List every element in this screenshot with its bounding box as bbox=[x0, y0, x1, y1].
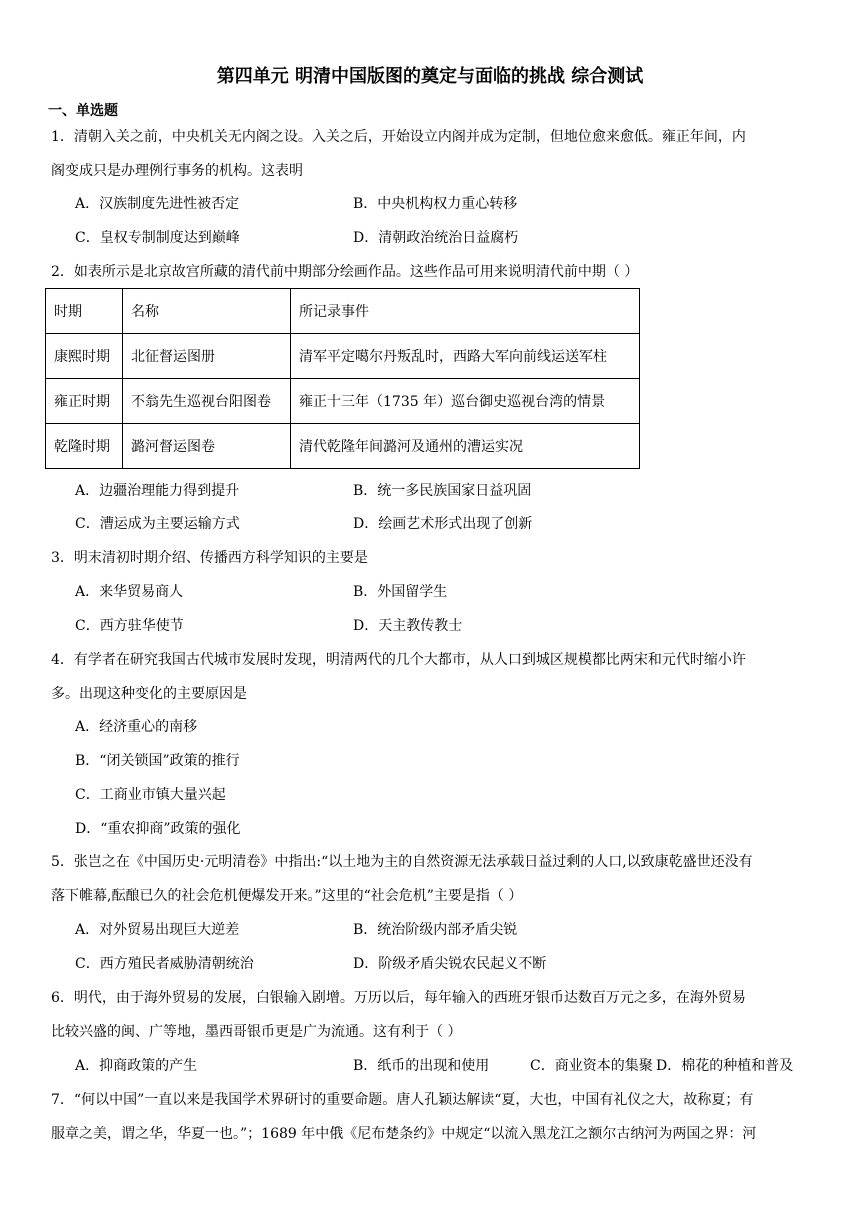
q2-option-c: C．漕运成为主要运输方式 bbox=[75, 516, 240, 532]
table-header-row bbox=[46, 289, 640, 334]
q5-option-b: B．统治阶级内部矛盾尖锐 bbox=[353, 922, 518, 938]
table-header-cell: 名称 bbox=[123, 289, 291, 334]
q4-option-c: C．工商业市镇大量兴起 bbox=[75, 787, 226, 803]
q5-stem-line-1: 5．张岂之在《中国历史·元明清卷》中指出:“以土地为主的自然资源无法承载日益过剩的人口,以致康乾盛世还没有 bbox=[51, 854, 753, 870]
q1-stem-line-2: 阁变成只是办理例行事务的机构。这表明 bbox=[51, 163, 303, 179]
q7-stem-line-2: 服章之美，谓之华，华夏一也。”；1689 年中俄《尼布楚条约》中规定“以流入黑龙江之额尔古纳河为两国之界：河 bbox=[51, 1126, 757, 1142]
q4-option-d: D．“重农抑商”政策的强化 bbox=[75, 821, 241, 837]
q6-option-a: A．抑商政策的产生 bbox=[75, 1058, 198, 1074]
table-row bbox=[46, 379, 640, 424]
q3-option-a: A．来华贸易商人 bbox=[75, 584, 184, 600]
q5-option-d: D．阶级矛盾尖锐农民起义不断 bbox=[353, 956, 547, 972]
page-title: 第四单元 明清中国版图的奠定与面临的挑战 综合测试 bbox=[216, 66, 644, 87]
q4-stem-line-2: 多。出现这种变化的主要原因是 bbox=[51, 686, 247, 702]
q6-option-d: D．棉花的种植和普及 bbox=[656, 1058, 794, 1074]
table-cell: 清军平定噶尔丹叛乱时，西路大军向前线运送军柱 bbox=[291, 334, 640, 379]
table-cell: 不翁先生巡视台阳图卷 bbox=[123, 379, 291, 424]
q4-stem-line-1: 4．有学者在研究我国古代城市发展时发现，明清两代的几个大都市，从人口到城区规模都比两宋和元代时缩小许 bbox=[51, 652, 746, 668]
q6-option-c: C．商业资本的集聚 bbox=[530, 1058, 653, 1074]
q5-option-c: C．西方殖民者威胁清朝统治 bbox=[75, 956, 254, 972]
q2-option-b: B．统一多民族国家日益巩固 bbox=[353, 483, 532, 499]
q4-option-b: B．“闭关锁国”政策的推行 bbox=[75, 753, 240, 769]
q3-stem: 3．明末清初时期介绍、传播西方科学知识的主要是 bbox=[51, 550, 368, 566]
q6-stem-line-1: 6．明代，由于海外贸易的发展，白银输入剧增。万历以后，每年输入的西班牙银币达数百万元之多，在海外贸易 bbox=[51, 990, 746, 1006]
table-header-cell: 时期 bbox=[46, 289, 123, 334]
q1-option-d: D．清朝政治统治日益腐朽 bbox=[353, 230, 519, 246]
q6-option-b: B．纸币的出现和使用 bbox=[353, 1058, 490, 1074]
table-row bbox=[46, 424, 640, 469]
table-cell: 潞河督运图卷 bbox=[123, 424, 291, 469]
q3-option-d: D．天主教传教士 bbox=[353, 618, 463, 634]
table-cell: 清代乾隆年间潞河及通州的漕运实况 bbox=[291, 424, 640, 469]
q2-option-d: D．绘画艺术形式出现了创新 bbox=[353, 516, 533, 532]
q2-option-a: A．边疆治理能力得到提升 bbox=[75, 483, 240, 499]
q4-option-a: A．经济重心的南移 bbox=[75, 719, 198, 735]
section-heading: 一、单选题 bbox=[48, 103, 118, 119]
q1-stem-line-1: 1．清朝入关之前，中央机关无内阁之设。入关之后，开始设立内阁并成为定制，但地位愈来愈低。雍正年间，内 bbox=[51, 129, 746, 145]
table-row bbox=[46, 334, 640, 379]
table-cell: 雍正时期 bbox=[46, 379, 123, 424]
table-cell: 乾隆时期 bbox=[46, 424, 123, 469]
q1-option-a: A．汉族制度先进性被否定 bbox=[75, 196, 240, 212]
table-header-cell: 所记录事件 bbox=[291, 289, 640, 334]
q5-option-a: A．对外贸易出现巨大逆差 bbox=[75, 922, 240, 938]
q6-stem-line-2: 比较兴盛的闽、广等地，墨西哥银币更是广为流通。这有利于（ ） bbox=[51, 1024, 462, 1040]
q2-paintings-table bbox=[45, 288, 640, 469]
table-cell: 雍正十三年（1735 年）巡台御史巡视台湾的情景 bbox=[291, 379, 640, 424]
q1-option-c: C．皇权专制制度达到巅峰 bbox=[75, 230, 240, 246]
q3-option-c: C．西方驻华使节 bbox=[75, 618, 184, 634]
q1-option-b: B．中央机构权力重心转移 bbox=[353, 196, 518, 212]
q7-stem-line-1: 7．“何以中国”一直以来是我国学术界研讨的重要命题。唐人孔颖达解读“夏，大也，中国有礼仪之大，故称夏；有 bbox=[51, 1092, 754, 1108]
q5-stem-line-2: 落下帷幕,酝酿已久的社会危机便爆发开来。”这里的“社会危机”主要是指（ ） bbox=[51, 888, 523, 904]
table-cell: 北征督运图册 bbox=[123, 334, 291, 379]
table-cell: 康熙时期 bbox=[46, 334, 123, 379]
q2-stem: 2．如表所示是北京故宫所藏的清代前中期部分绘画作品。这些作品可用来说明清代前中期（ ） bbox=[51, 264, 639, 280]
q3-option-b: B．外国留学生 bbox=[353, 584, 448, 600]
